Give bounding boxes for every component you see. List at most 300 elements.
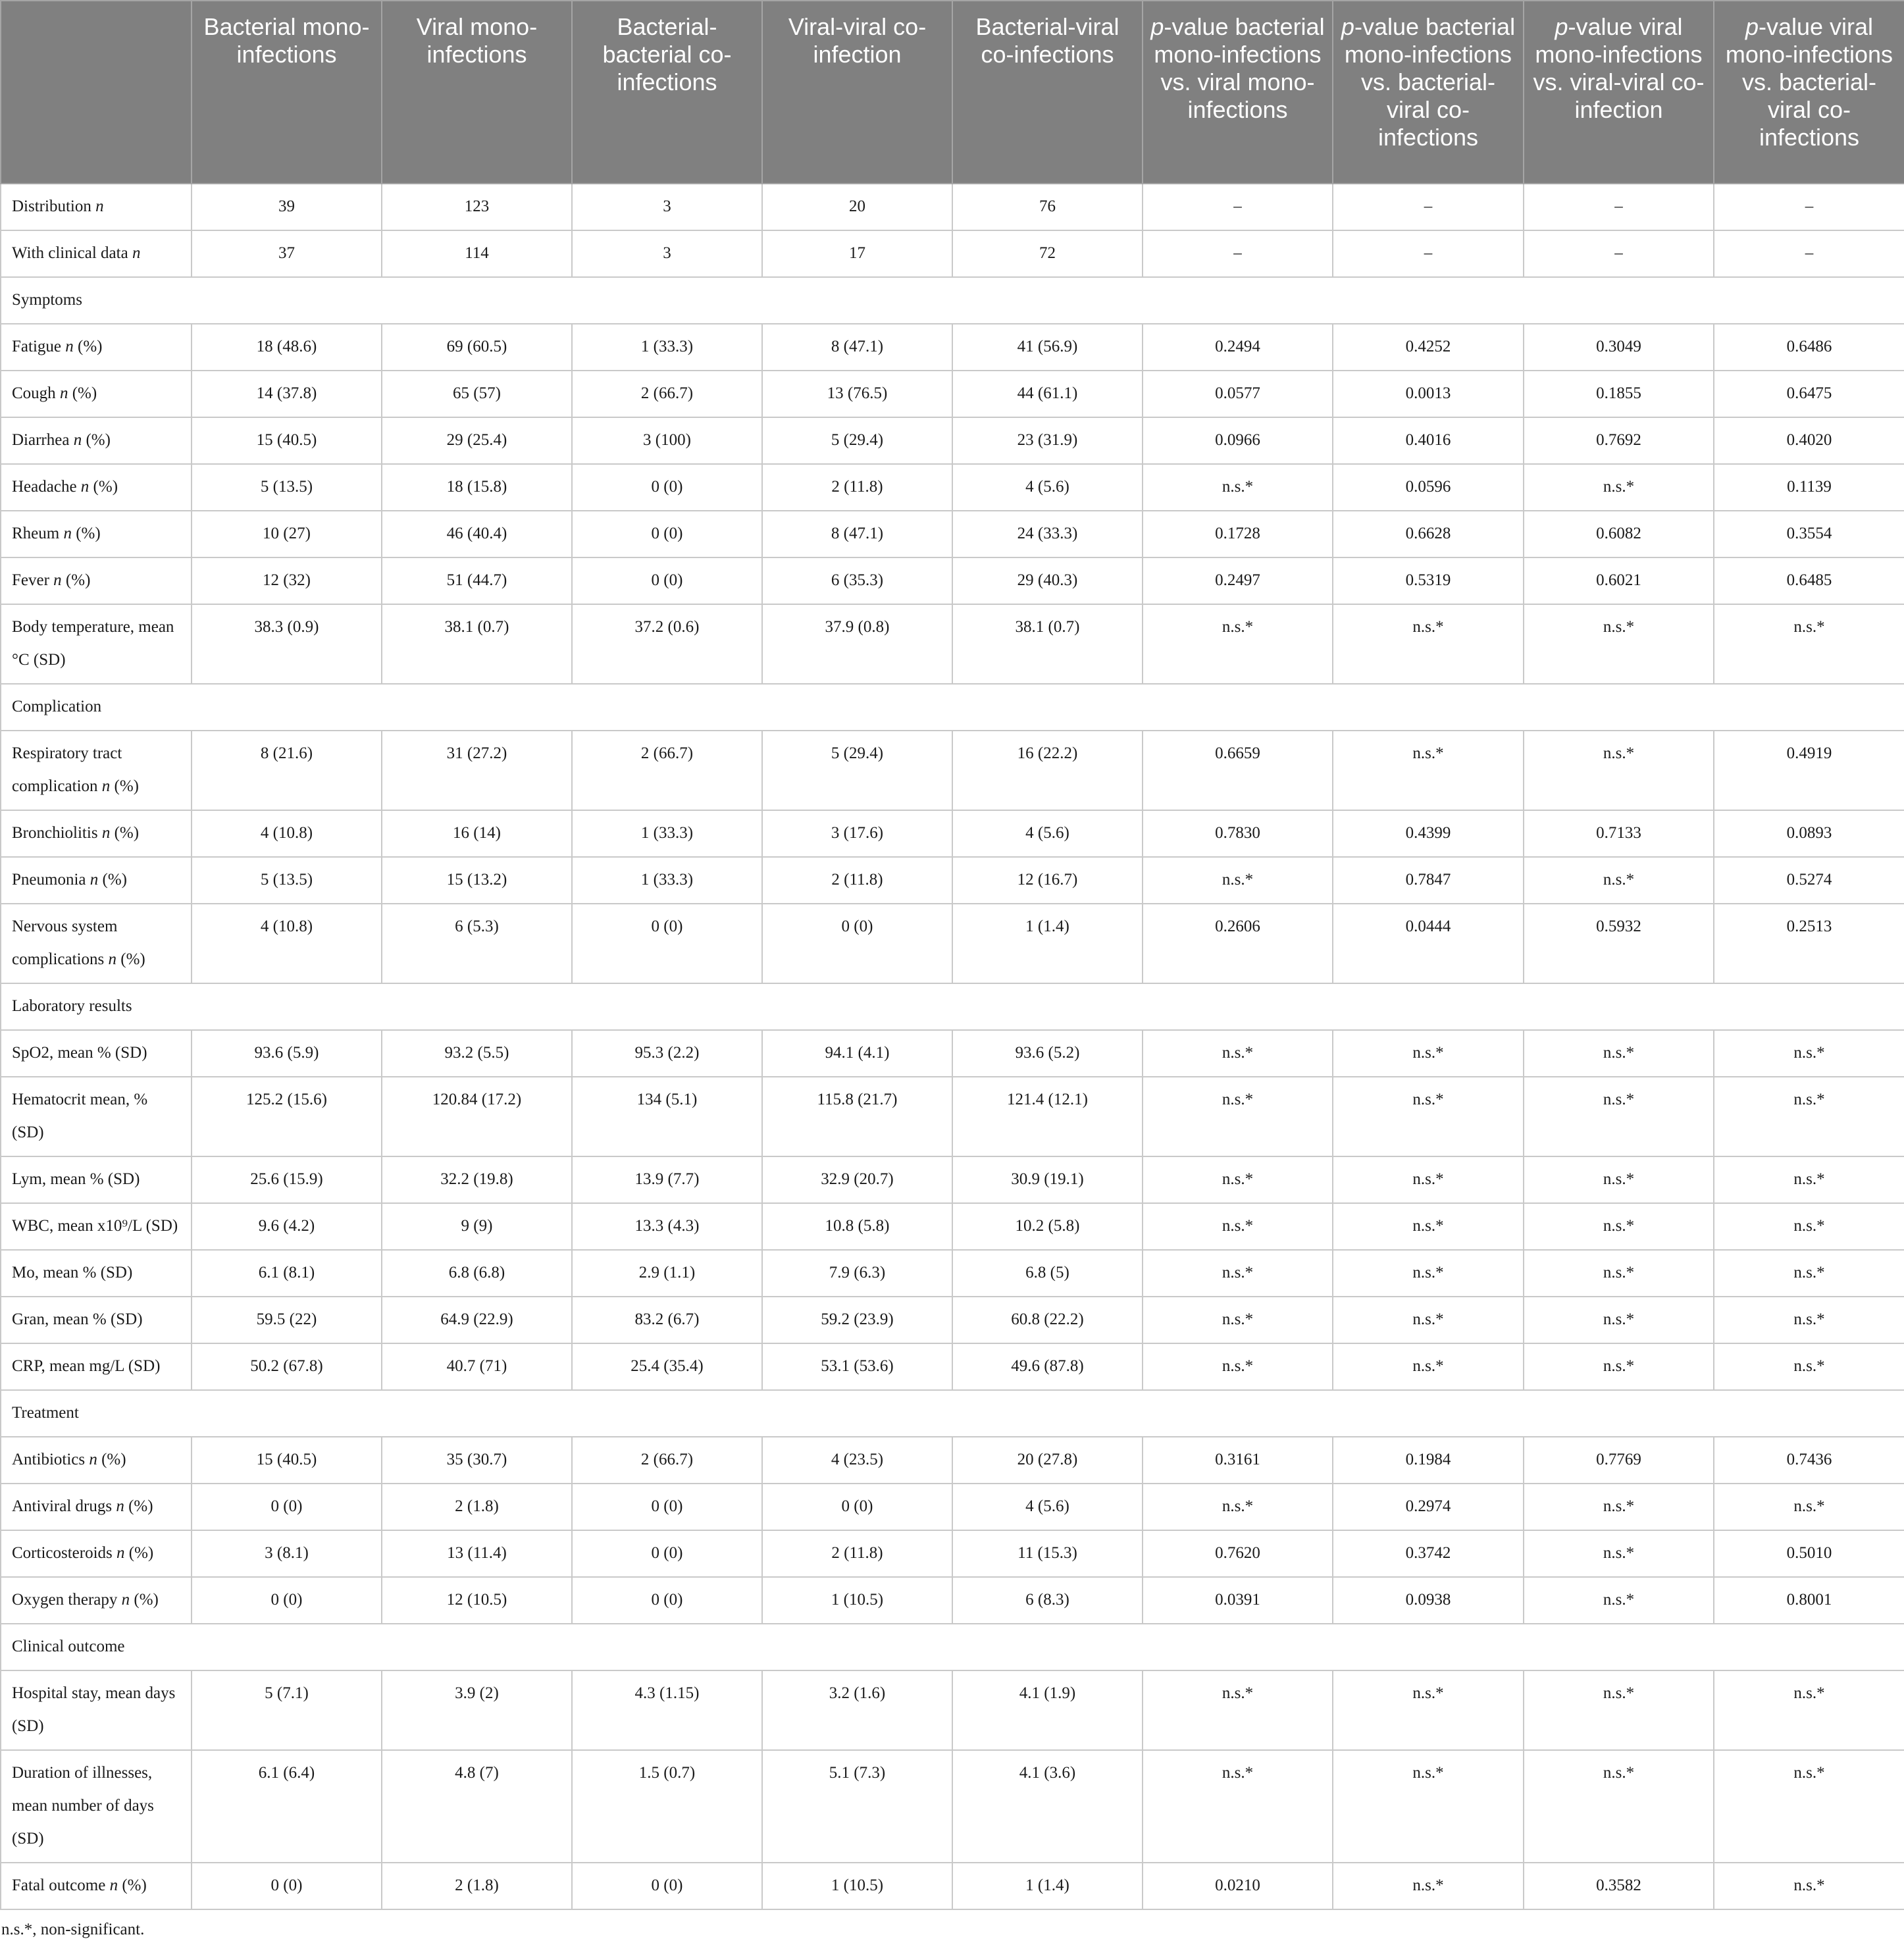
table-cell: 134 (5.1) [572,1077,762,1156]
table-row [1,1577,1904,1624]
table-cell: n.s.* [1143,464,1333,511]
table-cell: 0.7830 [1143,810,1333,857]
table-cell: 0.4016 [1333,417,1524,464]
table-cell: 13.3 (4.3) [572,1203,762,1250]
table-cell: 94.1 (4.1) [762,1030,952,1077]
table-cell: 0.4252 [1333,324,1524,371]
column-header [952,1,1143,184]
table-cell: 38.1 (0.7) [382,604,572,684]
row-label-n: n [53,571,62,589]
column-header-label: -value viral mono-infections vs. bacterial-viral co-infections [1725,13,1893,151]
table-row [1,1030,1904,1077]
table-cell: 40.7 (71) [382,1343,572,1390]
table-cell: 5.1 (7.3) [762,1750,952,1863]
row-label [1,371,192,417]
row-label-text: Fatigue [12,338,66,355]
row-label [1,230,192,277]
row-label-suffix: (%) [68,384,97,402]
table-cell: n.s.* [1714,1670,1904,1750]
table-cell: 76 [952,184,1143,230]
table-cell: 0.7692 [1524,417,1714,464]
table-cell: n.s.* [1333,731,1524,810]
table-cell: 6 (5.3) [382,904,572,983]
column-header [1714,1,1904,184]
table-cell: 0.3742 [1333,1530,1524,1577]
table-cell: 0 (0) [572,464,762,511]
table-cell: 37 [192,230,382,277]
table-cell: 115.8 (21.7) [762,1077,952,1156]
table-cell: 1 (1.4) [952,904,1143,983]
table-cell: 0.0938 [1333,1577,1524,1624]
table-cell: 24 (33.3) [952,511,1143,557]
section-label: Complication [1,684,1904,731]
table-cell: n.s.* [1524,1077,1714,1156]
table-cell: 121.4 (12.1) [952,1077,1143,1156]
table-cell: 0.0596 [1333,464,1524,511]
table-cell: 0.5274 [1714,857,1904,904]
table-row [1,417,1904,464]
table-row [1,1863,1904,1909]
table-row [1,1750,1904,1863]
column-header-label: Viral mono-infections [416,13,538,68]
table-cell: 15 (40.5) [192,1437,382,1484]
table-cell: 12 (16.7) [952,857,1143,904]
row-label-text: Hematocrit mean, % (SD) [12,1091,148,1141]
table-cell: 10.8 (5.8) [762,1203,952,1250]
column-header [762,1,952,184]
table-cell: n.s.* [1143,1203,1333,1250]
table-cell: n.s.* [1143,1250,1333,1297]
row-label-suffix: (%) [98,871,127,889]
row-label [1,810,192,857]
column-header [1143,1,1333,184]
row-label-text: Fever [12,571,54,589]
table-cell: n.s.* [1714,1343,1904,1390]
table-cell: 0.2497 [1143,557,1333,604]
table-cell: 0.7620 [1143,1530,1333,1577]
table-cell: 0.0210 [1143,1863,1333,1909]
table-cell: 32.9 (20.7) [762,1156,952,1203]
row-label-text: Distribution [12,197,96,215]
table-row [1,184,1904,230]
table-cell: 2 (11.8) [762,857,952,904]
row-label-suffix: (%) [61,571,91,589]
row-label-text: Corticosteroids [12,1544,117,1562]
row-label-n: n [116,1497,124,1515]
table-row [1,464,1904,511]
table-cell: 0.1139 [1714,464,1904,511]
column-header-label: Viral-viral co-infection [788,13,927,68]
table-cell: n.s.* [1524,1250,1714,1297]
table-header [1,1,1904,184]
column-header-label: -value bacterial mono-infections vs. bacterial-viral co-infections [1344,13,1516,151]
row-label-n: n [90,871,99,889]
table-cell: 65 (57) [382,371,572,417]
table-cell: 6.1 (8.1) [192,1250,382,1297]
table-cell: 0.3582 [1524,1863,1714,1909]
table-cell: 53.1 (53.6) [762,1343,952,1390]
table-cell: 44 (61.1) [952,371,1143,417]
table-cell: n.s.* [1524,857,1714,904]
table-cell: 0.0444 [1333,904,1524,983]
table-cell: 0 (0) [572,511,762,557]
column-header [1,1,192,184]
table-cell: n.s.* [1143,1750,1333,1863]
table-cell: 93.6 (5.2) [952,1030,1143,1077]
row-label [1,1156,192,1203]
table-row [1,557,1904,604]
table-cell: 6.8 (6.8) [382,1250,572,1297]
table-cell: 4.1 (3.6) [952,1750,1143,1863]
table-cell: 5 (29.4) [762,417,952,464]
row-label-text: Nervous system complications [12,918,118,968]
row-label [1,1437,192,1484]
row-label-suffix: (%) [110,777,140,795]
table-row [1,511,1904,557]
table-cell: 4 (23.5) [762,1437,952,1484]
section-label: Laboratory results [1,983,1904,1030]
table-cell: – [1333,230,1524,277]
table-cell: 41 (56.9) [952,324,1143,371]
table-cell: 9 (9) [382,1203,572,1250]
row-label-text: Rheum [12,525,64,542]
table-row [1,857,1904,904]
row-label [1,1530,192,1577]
table-cell: n.s.* [1333,1156,1524,1203]
table-cell: n.s.* [1333,604,1524,684]
column-header [1524,1,1714,184]
table-cell: 3 (17.6) [762,810,952,857]
table-cell: 4 (5.6) [952,464,1143,511]
table-cell: 3 (100) [572,417,762,464]
section-row [1,684,1904,731]
row-label-n: n [121,1591,130,1609]
header-row [1,1,1904,184]
section-label: Symptoms [1,277,1904,324]
row-label-text: SpO2, mean % (SD) [12,1044,147,1062]
table-cell: 5 (13.5) [192,464,382,511]
table-cell: 4 (10.8) [192,904,382,983]
column-header-label: -value bacterial mono-infections vs. viral mono-infections [1154,13,1325,123]
table-cell: 0.5010 [1714,1530,1904,1577]
table-cell: 0.5932 [1524,904,1714,983]
table-cell: 0.7769 [1524,1437,1714,1484]
table-cell: 23 (31.9) [952,417,1143,464]
column-header [1333,1,1524,184]
row-label-text: Hospital stay, mean days (SD) [12,1684,176,1735]
table-cell: 2 (66.7) [572,371,762,417]
row-label [1,464,192,511]
table-cell: 15 (40.5) [192,417,382,464]
table-row [1,1077,1904,1156]
column-header-label: Bacterial mono-infections [203,13,370,68]
table-row [1,1343,1904,1390]
table-cell: 25.6 (15.9) [192,1156,382,1203]
row-label [1,1863,192,1909]
table-cell: 0 (0) [572,904,762,983]
table-cell: 13.9 (7.7) [572,1156,762,1203]
table-cell: 8 (21.6) [192,731,382,810]
table-cell: n.s.* [1143,1343,1333,1390]
section-row [1,277,1904,324]
table-row [1,604,1904,684]
table-cell: n.s.* [1333,1750,1524,1863]
row-label-text: WBC, mean x10⁹/L (SD) [12,1217,178,1235]
row-label [1,731,192,810]
table-cell: 0.1728 [1143,511,1333,557]
table-cell: n.s.* [1524,1156,1714,1203]
row-label [1,184,192,230]
table-cell: n.s.* [1524,1577,1714,1624]
table-cell: 3.2 (1.6) [762,1670,952,1750]
row-label [1,1297,192,1343]
table-cell: n.s.* [1333,1343,1524,1390]
table-cell: 0.0013 [1333,371,1524,417]
table-cell: – [1714,184,1904,230]
column-header-label: Bacterial-viral co-infections [975,13,1119,68]
table-row [1,324,1904,371]
table-cell: n.s.* [1143,1670,1333,1750]
table-cell: 37.9 (0.8) [762,604,952,684]
table-cell: 0.6485 [1714,557,1904,604]
table-cell: 4 (10.8) [192,810,382,857]
section-row [1,1390,1904,1437]
table-cell: 12 (32) [192,557,382,604]
table-cell: 37.2 (0.6) [572,604,762,684]
row-label-text: Body temperature, mean °C (SD) [12,618,174,669]
table-cell: 59.5 (22) [192,1297,382,1343]
table-cell: 0.3049 [1524,324,1714,371]
table-cell: 0.0391 [1143,1577,1333,1624]
table-cell: 20 (27.8) [952,1437,1143,1484]
table-cell: 46 (40.4) [382,511,572,557]
table-cell: 0.8001 [1714,1577,1904,1624]
row-label-suffix: (%) [124,1544,154,1562]
table-cell: 29 (40.3) [952,557,1143,604]
table-cell: 10 (27) [192,511,382,557]
table-cell: 25.4 (35.4) [572,1343,762,1390]
row-label-suffix: (%) [110,824,140,842]
table-cell: 4.3 (1.15) [572,1670,762,1750]
table-cell: 114 [382,230,572,277]
table-cell: n.s.* [1524,1297,1714,1343]
table-cell: 0.5319 [1333,557,1524,604]
table-cell: 18 (48.6) [192,324,382,371]
row-label [1,1250,192,1297]
row-label [1,1484,192,1530]
table-cell: 14 (37.8) [192,371,382,417]
table-cell: n.s.* [1143,604,1333,684]
row-label-suffix: (%) [71,525,101,542]
table-row [1,1484,1904,1530]
table-cell: 0.1984 [1333,1437,1524,1484]
table-row [1,1530,1904,1577]
table-cell: n.s.* [1143,1156,1333,1203]
table-cell: 5 (13.5) [192,857,382,904]
table-row [1,1437,1904,1484]
row-label [1,1750,192,1863]
table-cell: n.s.* [1524,1670,1714,1750]
table-cell: 0 (0) [572,1863,762,1909]
table-cell: 1 (33.3) [572,810,762,857]
table-row [1,904,1904,983]
table-cell: – [1524,230,1714,277]
table-row [1,1670,1904,1750]
row-label [1,1203,192,1250]
table-cell: 0.7133 [1524,810,1714,857]
table-cell: 1 (10.5) [762,1863,952,1909]
table-cell: 0.4020 [1714,417,1904,464]
row-label-text: Mo, mean % (SD) [12,1264,133,1281]
row-label-suffix: (%) [124,1497,153,1515]
table-cell: 31 (27.2) [382,731,572,810]
table-cell: n.s.* [1714,1863,1904,1909]
row-label-text: With clinical data [12,244,132,262]
row-label-n: n [73,431,82,449]
row-label-suffix: (%) [73,338,103,355]
table-cell: – [1714,230,1904,277]
row-label-text: Antiviral drugs [12,1497,116,1515]
table-cell: 0.6486 [1714,324,1904,371]
table-cell: n.s.* [1714,1484,1904,1530]
row-label-suffix: (%) [89,478,118,496]
table-cell: 0 (0) [762,904,952,983]
table-cell: 10.2 (5.8) [952,1203,1143,1250]
table-cell: 20 [762,184,952,230]
table-cell: n.s.* [1143,1297,1333,1343]
table-cell: 3.9 (2) [382,1670,572,1750]
table-cell: 0 (0) [572,1577,762,1624]
table-cell: 38.1 (0.7) [952,604,1143,684]
p-symbol: p [1150,13,1164,40]
table-cell: 3 [572,184,762,230]
table-cell: 0 (0) [572,1530,762,1577]
table-cell: 93.2 (5.5) [382,1030,572,1077]
column-header [192,1,382,184]
table-cell: 123 [382,184,572,230]
table-cell: 16 (22.2) [952,731,1143,810]
table-cell: 2 (1.8) [382,1484,572,1530]
table-cell: n.s.* [1143,857,1333,904]
row-label [1,557,192,604]
row-label [1,511,192,557]
table-cell: 0 (0) [572,557,762,604]
row-label-n: n [65,338,74,355]
table-cell: 60.8 (22.2) [952,1297,1143,1343]
row-label [1,417,192,464]
row-label-n: n [132,244,141,262]
row-label [1,857,192,904]
table-cell: n.s.* [1714,1203,1904,1250]
table-cell: 9.6 (4.2) [192,1203,382,1250]
table-cell: 2 (66.7) [572,1437,762,1484]
table-cell: 0.4919 [1714,731,1904,810]
table-cell: 6.8 (5) [952,1250,1143,1297]
table-cell: 0.2494 [1143,324,1333,371]
table-cell: 0.0893 [1714,810,1904,857]
row-label-text: Respiratory tract complication [12,744,122,795]
table-cell: n.s.* [1524,604,1714,684]
table-cell: 95.3 (2.2) [572,1030,762,1077]
table-cell: 1.5 (0.7) [572,1750,762,1863]
p-symbol: p [1745,13,1759,40]
row-label-n: n [101,777,111,795]
table-cell: n.s.* [1333,1297,1524,1343]
table-cell: 39 [192,184,382,230]
table-cell: n.s.* [1333,1030,1524,1077]
table-cell: 0 (0) [572,1484,762,1530]
table-cell: 0.2606 [1143,904,1333,983]
row-label-suffix: (%) [118,1876,147,1894]
table-cell: 0.6475 [1714,371,1904,417]
row-label-text: Bronchiolitis [12,824,102,842]
table-cell: 11 (15.3) [952,1530,1143,1577]
table-row [1,230,1904,277]
table-cell: – [1333,184,1524,230]
row-label [1,1030,192,1077]
table-cell: n.s.* [1333,1077,1524,1156]
table-cell: – [1143,230,1333,277]
table-cell: 0.3161 [1143,1437,1333,1484]
table-cell: 4.1 (1.9) [952,1670,1143,1750]
table-cell: 0 (0) [192,1577,382,1624]
table-cell: 13 (76.5) [762,371,952,417]
row-label-suffix: (%) [97,1451,126,1468]
table-cell: 1 (10.5) [762,1577,952,1624]
table-cell: 72 [952,230,1143,277]
table-cell: 0.6021 [1524,557,1714,604]
row-label-n: n [80,478,90,496]
table-cell: 30.9 (19.1) [952,1156,1143,1203]
column-header [382,1,572,184]
table-cell: 0.3554 [1714,511,1904,557]
row-label-n: n [101,824,111,842]
table-cell: 8 (47.1) [762,511,952,557]
row-label-suffix: (%) [130,1591,159,1609]
row-label-text: CRP, mean mg/L (SD) [12,1357,161,1375]
table-cell: 15 (13.2) [382,857,572,904]
table-cell: 69 (60.5) [382,324,572,371]
table-cell: 83.2 (6.7) [572,1297,762,1343]
table-cell: 32.2 (19.8) [382,1156,572,1203]
table-cell: 0.6659 [1143,731,1333,810]
table-cell: n.s.* [1714,1750,1904,1863]
row-label-text: Duration of illnesses, mean number of days (SD) [12,1764,154,1848]
table-cell: n.s.* [1524,1530,1714,1577]
table-cell: n.s.* [1524,1750,1714,1863]
row-label-text: Oxygen therapy [12,1591,122,1609]
table-cell: 50.2 (67.8) [192,1343,382,1390]
table-cell: n.s.* [1524,1484,1714,1530]
table-cell: n.s.* [1143,1077,1333,1156]
table-cell: n.s.* [1714,604,1904,684]
row-label-n: n [116,1544,125,1562]
table-cell: 38.3 (0.9) [192,604,382,684]
table-row [1,1250,1904,1297]
row-label-text: Cough [12,384,60,402]
row-label-text: Headache [12,478,81,496]
table-cell: n.s.* [1524,731,1714,810]
table-cell: 29 (25.4) [382,417,572,464]
section-label: Clinical outcome [1,1624,1904,1670]
column-header [572,1,762,184]
table-cell: 12 (10.5) [382,1577,572,1624]
table-cell: 3 [572,230,762,277]
table-cell: n.s.* [1333,1250,1524,1297]
table-cell: n.s.* [1524,1203,1714,1250]
table-cell: n.s.* [1524,464,1714,511]
table-cell: 6.1 (6.4) [192,1750,382,1863]
